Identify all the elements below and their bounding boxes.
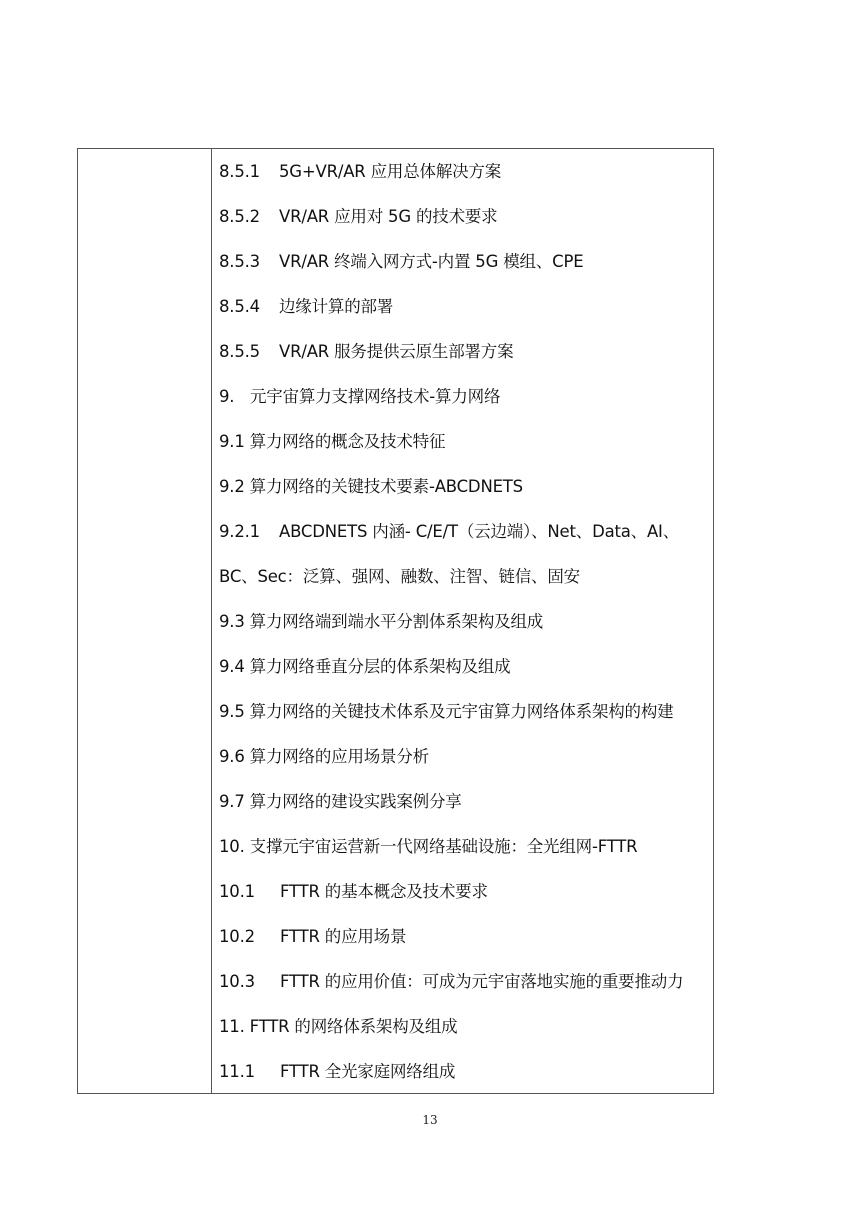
toc-entry-text: 算力网络的关键技术要素-ABCDNETS xyxy=(249,477,523,496)
toc-entry-text: 算力网络的建设实践案例分享 xyxy=(249,792,462,811)
toc-entry-text: BC、Sec：泛算、强网、融数、注智、链信、固安 xyxy=(219,567,580,586)
toc-entry-number: 9.2.1 xyxy=(219,522,260,541)
outline-cell xyxy=(219,161,711,1106)
toc-entry-number: 8.5.5 xyxy=(219,342,260,361)
toc-entry xyxy=(219,1016,711,1061)
toc-entry-text: ABCDNETS 内涵- C/E/T（云边端）、Net、Data、AI、 xyxy=(279,522,680,541)
toc-entry-number: 10.2 xyxy=(219,927,255,946)
toc-entry-number: 9.6 xyxy=(219,747,245,766)
toc-entry-number: 8.5.2 xyxy=(219,207,260,226)
toc-entry-number: 11.1 xyxy=(219,1062,255,1081)
toc-entry xyxy=(219,521,711,566)
toc-entry-text: FTTR 的基本概念及技术要求 xyxy=(280,882,488,901)
toc-entry-text: 算力网络的应用场景分析 xyxy=(249,747,429,766)
toc-entry-text: FTTR 全光家庭网络组成 xyxy=(280,1062,456,1081)
toc-entry-number: 9.2 xyxy=(219,477,245,496)
toc-entry-number: 8.5.4 xyxy=(219,297,260,316)
toc-entry-text: 边缘计算的部署 xyxy=(279,297,394,316)
toc-entry-text: 5G+VR/AR 应用总体解决方案 xyxy=(279,162,502,181)
toc-entry-number: 8.5.1 xyxy=(219,162,260,181)
toc-entry-number: 9.5 xyxy=(219,702,245,721)
toc-entry xyxy=(219,161,711,206)
toc-entry-number: 9. xyxy=(219,387,235,406)
toc-entry xyxy=(219,836,711,881)
toc-entry xyxy=(219,611,711,656)
toc-entry-text: 算力网络端到端水平分割体系架构及组成 xyxy=(249,612,544,631)
toc-entry-text: VR/AR 终端入网方式-内置 5G 模组、CPE xyxy=(279,252,584,271)
toc-entry-continuation xyxy=(219,566,711,611)
toc-entry-text: 算力网络垂直分层的体系架构及组成 xyxy=(249,657,511,676)
page-number: 13 xyxy=(422,1113,438,1127)
toc-entry-text: 算力网络的概念及技术特征 xyxy=(249,432,446,451)
toc-entry-number: 9.4 xyxy=(219,657,245,676)
outline-table xyxy=(77,148,714,1094)
toc-entry xyxy=(219,971,711,1016)
toc-entry-text: 算力网络的关键技术体系及元宇宙算力网络体系架构的构建 xyxy=(249,702,674,721)
toc-entry-text: VR/AR 应用对 5G 的技术要求 xyxy=(279,207,498,226)
toc-entry-number: 9.3 xyxy=(219,612,245,631)
column-divider xyxy=(211,149,212,1093)
toc-entry xyxy=(219,476,711,521)
toc-entry-text: FTTR 的应用场景 xyxy=(280,927,407,946)
toc-entry xyxy=(219,206,711,251)
toc-entry xyxy=(219,296,711,341)
toc-entry xyxy=(219,881,711,926)
toc-entry xyxy=(219,791,711,836)
toc-entry-number: 8.5.3 xyxy=(219,252,260,271)
toc-entry-number: 10.1 xyxy=(219,882,255,901)
toc-entry-number: 9.1 xyxy=(219,432,245,451)
toc-entry xyxy=(219,926,711,971)
toc-entry xyxy=(219,431,711,476)
toc-entry-number: 11. xyxy=(219,1017,245,1036)
toc-entry-text: FTTR 的应用价值：可成为元宇宙落地实施的重要推动力 xyxy=(280,972,684,991)
toc-entry xyxy=(219,251,711,296)
toc-entry xyxy=(219,1061,711,1106)
toc-entry-number: 9.7 xyxy=(219,792,245,811)
toc-entry xyxy=(219,341,711,386)
toc-entry-text: 支撑元宇宙运营新一代网络基础设施：全光组网-FTTR xyxy=(249,837,638,856)
toc-entry-text: 元宇宙算力支撑网络技术-算力网络 xyxy=(250,387,501,406)
toc-entry-text: FTTR 的网络体系架构及组成 xyxy=(249,1017,458,1036)
toc-entry xyxy=(219,386,711,431)
toc-entry-number: 10. xyxy=(219,837,245,856)
toc-entry-text: VR/AR 服务提供云原生部署方案 xyxy=(279,342,514,361)
toc-entry xyxy=(219,746,711,791)
toc-entry-number: 10.3 xyxy=(219,972,255,991)
toc-entry xyxy=(219,656,711,701)
toc-entry xyxy=(219,701,711,746)
